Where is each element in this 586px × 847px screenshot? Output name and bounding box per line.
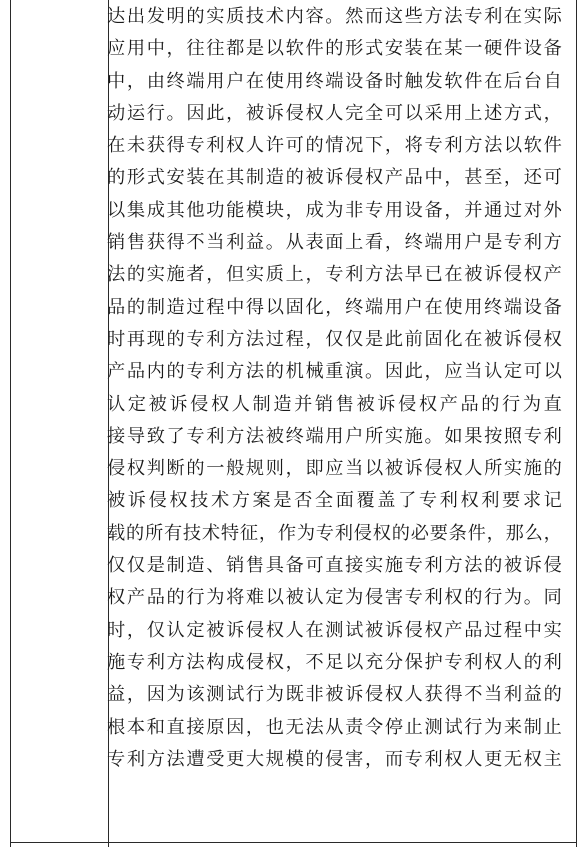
text-line: 接导致了专利方法被终端用户所实施。如果按照专利 — [107, 425, 562, 447]
text-line: 专利方法遭受更大规模的侵害，而专利权人更无权主 — [107, 748, 562, 770]
left-column-cell — [11, 0, 108, 843]
text-line: 品的制造过程中得以固化，终端用户在使用终端设备 — [107, 296, 562, 318]
text-line: 在未获得专利权人许可的情况下，将专利方法以软件 — [107, 135, 562, 157]
text-line: 益，因为该测试行为既非被诉侵权人获得不当利益的 — [107, 684, 562, 706]
text-line: 权产品的行为将难以被认定为侵害专利权的行为。同 — [107, 587, 562, 609]
text-line: 销售获得不当利益。从表面上看，终端用户是专利方 — [107, 232, 562, 254]
text-line: 以集成其他功能模块，成为非专用设备，并通过对外 — [107, 199, 562, 221]
text-line: 法的实施者，但实质上，专利方法早已在被诉侵权产 — [107, 264, 562, 286]
text-line: 达出发明的实质技术内容。然而这些方法专利在实际 — [107, 6, 562, 27]
text-line: 时再现的专利方法过程，仅仅是此前固化在被诉侵权 — [107, 328, 562, 350]
text-line: 仅仅是制造、销售具备可直接实施专利方法的被诉侵 — [107, 555, 562, 577]
text-line: 动运行。因此，被诉侵权人完全可以采用上述方式， — [107, 102, 562, 124]
text-line: 产品内的专利方法的机械重演。因此，应当认定可以 — [107, 361, 562, 383]
text-line: 的形式安装在其制造的被诉侵权产品中，甚至，还可 — [107, 167, 562, 189]
body-text-cell — [107, 0, 562, 843]
text-line: 中，由终端用户在使用终端设备时触发软件在后台自 — [107, 70, 562, 92]
text-line: 认定被诉侵权人制造并销售被诉侵权产品的行为直 — [107, 393, 562, 415]
text-line: 载的所有技术特征，作为专利侵权的必要条件，那么， — [107, 522, 562, 544]
text-line: 时，仅认定被诉侵权人在测试被诉侵权产品过程中实 — [107, 619, 562, 641]
text-line: 根本和直接原因，也无法从责令停止测试行为来制止 — [107, 716, 562, 738]
text-line: 侵权判断的一般规则，即应当以被诉侵权人所实施的 — [107, 458, 562, 480]
text-line: 施专利方法构成侵权，不足以充分保护专利权人的利 — [107, 651, 562, 673]
text-line: 被诉侵权技术方案是否全面覆盖了专利权利要求记 — [107, 490, 562, 512]
text-line: 应用中，往往都是以软件的形式安装在某一硬件设备 — [107, 38, 562, 60]
